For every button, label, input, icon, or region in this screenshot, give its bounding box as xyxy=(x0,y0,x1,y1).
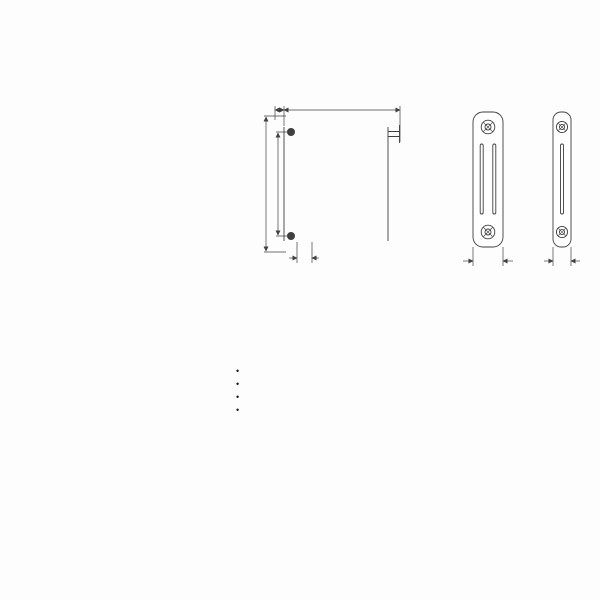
bullet-icon: • xyxy=(236,379,240,389)
kit-item xyxy=(236,391,582,404)
section-profiles-drawing xyxy=(450,100,590,272)
kit-list xyxy=(236,365,582,417)
kit-item-label xyxy=(244,391,582,404)
kit-item xyxy=(236,365,582,378)
kit-item-label xyxy=(244,365,582,378)
connection-schemes xyxy=(0,48,235,540)
bullet-icon: • xyxy=(236,366,240,376)
kit-item-label xyxy=(244,378,582,391)
kit-item xyxy=(236,404,582,417)
bullet-icon: • xyxy=(236,392,240,402)
bullet-icon: • xyxy=(236,405,240,415)
dimension-drawing xyxy=(256,96,434,274)
kit-item-label xyxy=(244,404,582,417)
kit-item xyxy=(236,378,582,391)
kit-section xyxy=(236,360,582,421)
